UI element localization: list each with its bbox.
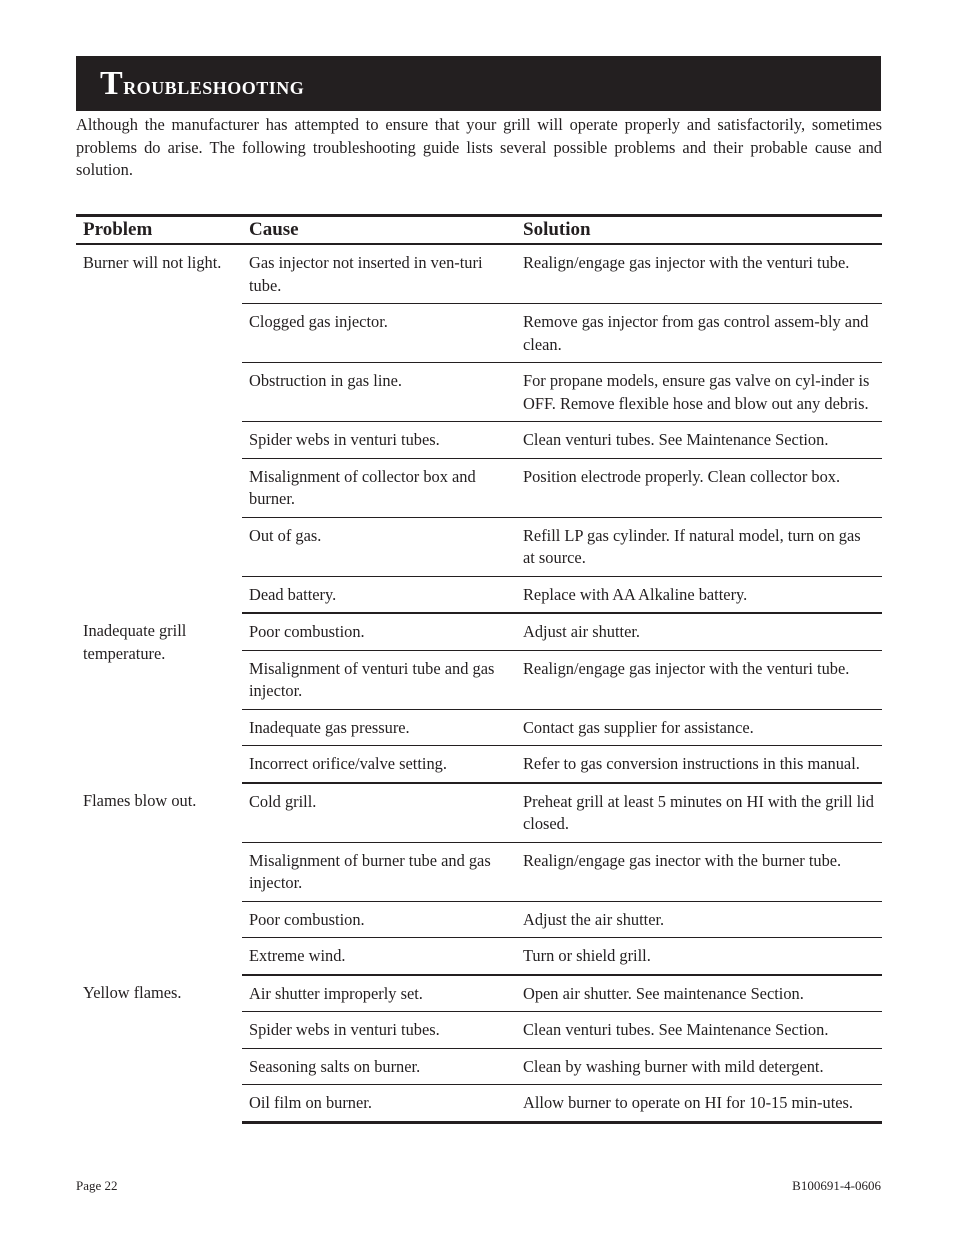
cause-cell: Seasoning salts on burner. [242,1048,516,1085]
solution-cell: Contact gas supplier for assistance. [516,709,882,746]
solution-cell: Replace with AA Alkaline battery. [516,576,882,613]
solution-cell: Realign/engage gas injector with the venturi tube. [516,650,882,709]
table-row [76,244,882,304]
solution-cell: Adjust the air shutter. [516,901,882,938]
page-title: Troubleshooting [100,64,305,102]
cause-cell: Incorrect orifice/valve setting. [242,746,516,783]
solution-cell: Adjust air shutter. [516,613,882,650]
cause-cell: Oil film on burner. [242,1085,516,1123]
cause-cell: Obstruction in gas line. [242,363,516,422]
cause-cell: Out of gas. [242,517,516,576]
cause-cell: Poor combustion. [242,613,516,650]
cause-cell: Air shutter improperly set. [242,975,516,1012]
table-body [76,244,882,1122]
header-cause: Cause [242,216,516,245]
problem-cell: Burner will not light. [83,253,222,272]
solution-cell: Turn or shield grill. [516,938,882,975]
solution-cell: Open air shutter. See maintenance Section. [516,975,882,1012]
problem-cell: Flames blow out. [83,790,197,810]
solution-cell: For propane models, ensure gas valve on cyl-inder is OFF. Remove flexible hose and blow out any debris. [516,363,882,422]
cause-cell: Poor combustion. [242,901,516,938]
header-solution: Solution [516,216,882,245]
solution-cell: Refer to gas conversion instructions in this manual. [516,746,882,783]
solution-cell: Allow burner to operate on HI for 10-15 min-utes. [516,1085,882,1123]
section-title-bar [76,56,881,111]
cause-cell: Misalignment of collector box and burner. [242,458,516,517]
cause-cell: Spider webs in venturi tubes. [242,1012,516,1049]
solution-cell: Preheat grill at least 5 minutes on HI with the grill lid closed. [516,783,882,843]
cause-cell: Clogged gas injector. [242,304,516,363]
table-header-row [76,216,882,245]
cause-cell: Cold grill. [242,783,516,843]
cause-cell: Extreme wind. [242,938,516,975]
table-row [76,613,882,650]
cause-cell: Misalignment of burner tube and gas injector. [242,842,516,901]
cause-cell: Dead battery. [242,576,516,613]
solution-cell: Realign/engage gas injector with the venturi tube. [516,244,882,304]
solution-cell: Refill LP gas cylinder. If natural model, turn on gas at source. [516,517,882,576]
solution-cell: Clean venturi tubes. See Maintenance Section. [516,1012,882,1049]
solution-cell: Realign/engage gas inector with the burner tube. [516,842,882,901]
solution-cell: Position electrode properly. Clean collector box. [516,458,882,517]
document-code: B100691-4-0606 [792,1178,881,1193]
problem-cell: Yellow flames. [83,982,182,1002]
header-problem: Problem [76,216,242,245]
table-row [76,783,882,843]
cause-cell: Gas injector not inserted in ven-turi tube. [242,244,516,304]
cause-cell: Inadequate gas pressure. [242,709,516,746]
solution-cell: Clean by washing burner with mild detergent. [516,1048,882,1085]
intro-paragraph: Although the manufacturer has attempted to ensure that your grill will operate properly and satisfactorily, sometimes problems do arise. The following troubleshooting guide lists several possible problems and their probable cause and solution. [76,115,882,179]
solution-cell: Clean venturi tubes. See Maintenance Section. [516,422,882,459]
problem-cell: Inadequate grill temperature. [83,621,187,663]
cause-cell: Spider webs in venturi tubes. [242,422,516,459]
table-row [76,975,882,1012]
page-number: Page 22 [76,1178,118,1193]
solution-cell: Remove gas injector from gas control assem-bly and clean. [516,304,882,363]
troubleshooting-table [76,214,882,1124]
cause-cell: Misalignment of venturi tube and gas injector. [242,650,516,709]
